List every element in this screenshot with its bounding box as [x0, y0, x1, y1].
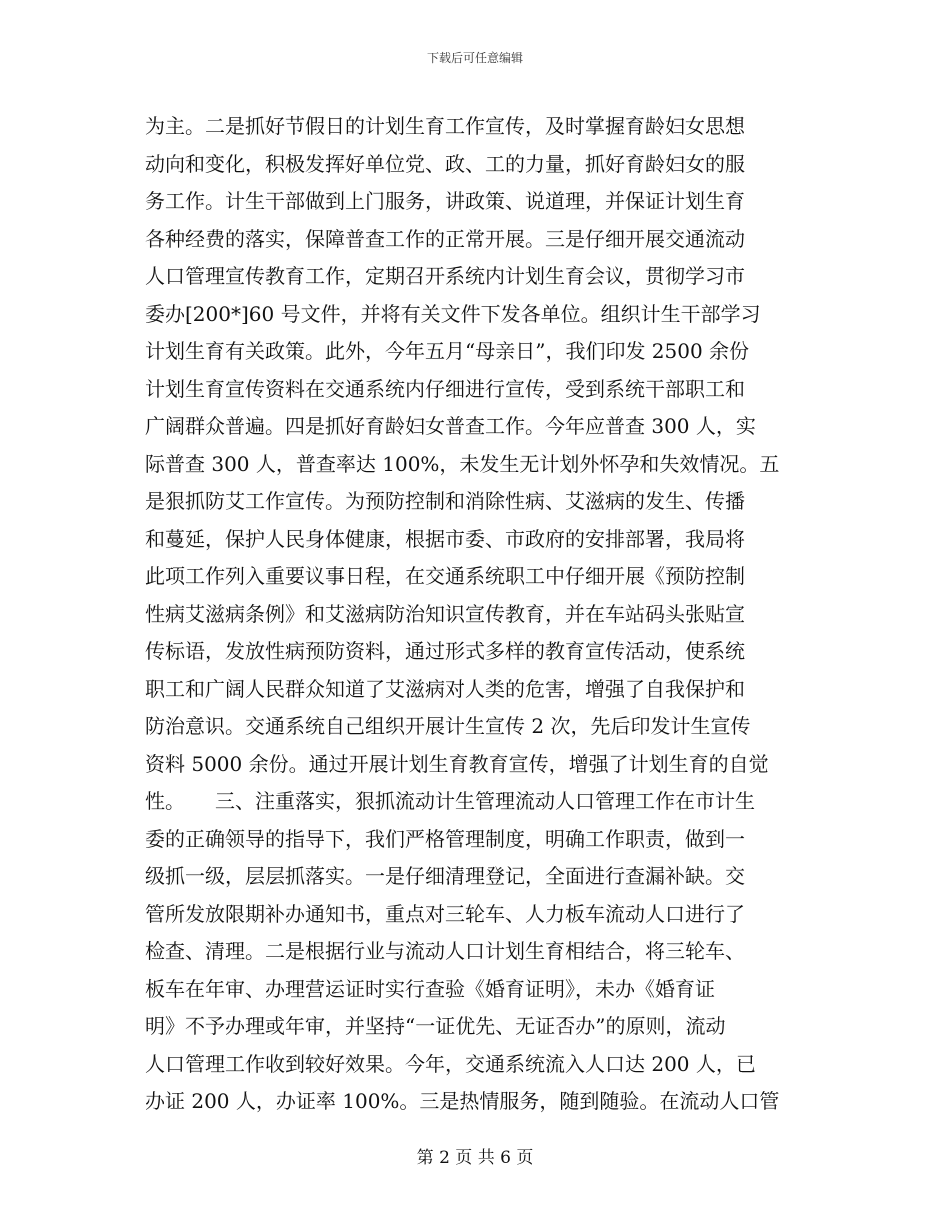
body-line: 计划生育宣传资料在交通系统内仔细进行宣传，受到系统干部职工和	[145, 376, 745, 401]
body-line: 传标语，发放性病预防资料，通过形式多样的教育宣传活动，使系统	[145, 639, 745, 663]
body-line: 明》不予办理或年审，并坚持“一证优先、无证否办”的原则，流动	[145, 1014, 726, 1038]
body-line: 人口管理宣传教育工作，定期召开系统内计划生育会议，贯彻学习市	[145, 264, 745, 288]
body-line: 动向和变化，积极发挥好单位党、政、工的力量，抓好育龄妇女的服	[145, 151, 745, 176]
body-line: 是狠抓防艾工作宣传。为预防控制和消除性病、艾滋病的发生、传播	[145, 489, 745, 513]
body-line: 计划生育有关政策。此外，今年五月“母亲日”，我们印发 2500 余份	[145, 339, 750, 363]
body-line: 人口管理工作收到较好效果。今年，交通系统流入人口达 200 人，已	[145, 1051, 756, 1076]
body-line: 委的正确领导的指导下，我们严格管理制度，明确工作职责，做到一	[145, 826, 745, 851]
body-line: 为主。二是抓好节假日的计划生育工作宣传，及时掌握育龄妇女思想	[145, 114, 745, 138]
body-line: 板车在年审、办理营运证时实行查验《婚育证明》，未办《婚育证	[145, 976, 715, 1001]
page-header: 下载后可任意编辑	[426, 51, 523, 65]
body-line: 职工和广阔人民群众知道了艾滋病对人类的危害，增强了自我保护和	[145, 676, 745, 701]
body-line: 级抓一级，层层抓落实。一是仔细清理登记，全面进行查漏补缺。交	[145, 864, 745, 888]
body-line: 资料 5000 余份。通过开展计划生育教育宣传，增强了计划生育的自觉	[145, 751, 769, 776]
body-line: 防治意识。交通系统自己组织开展计生宣传 2 次，先后印发计生宣传	[145, 714, 751, 738]
body-line: 此项工作列入重要议事日程，在交通系统职工中仔细开展《预防控制	[145, 564, 745, 588]
body-line: 性。 三、注重落实，狠抓流动计生管理流动人口管理工作在市计生	[145, 789, 755, 813]
body-line: 务工作。计生干部做到上门服务，讲政策、说道理，并保证计划生育	[145, 189, 745, 213]
body-line: 各种经费的落实，保障普查工作的正常开展。三是仔细开展交通流动	[145, 226, 745, 251]
body-line: 际普查 300 人，普查率达 100%，未发生无计划外怀孕和失效情况。五	[145, 451, 780, 476]
body-line: 检查、清理。二是根据行业与流动人口计划生育相结合，将三轮车、	[145, 939, 745, 963]
body-line: 性病艾滋病条例》和艾滋病防治知识宣传教育，并在车站码头张贴宣	[145, 601, 745, 626]
body-text	[145, 108, 825, 1121]
body-line: 管所发放限期补办通知书，重点对三轮车、人力板车流动人口进行了	[145, 901, 745, 926]
page-footer: 第 2 页 共 6 页	[416, 1148, 534, 1168]
body-line: 广阔群众普遍。四是抓好育龄妇女普查工作。今年应普查 300 人，实	[145, 414, 756, 438]
body-line: 和蔓延，保护人民身体健康，根据市委、市政府的安排部署，我局将	[145, 526, 745, 551]
body-line: 委办[200*]60 号文件，并将有关文件下发各单位。组织计生干部学习	[145, 301, 761, 326]
body-line: 办证 200 人，办证率 100%。三是热情服务，随到随验。在流动人口管	[145, 1089, 780, 1113]
